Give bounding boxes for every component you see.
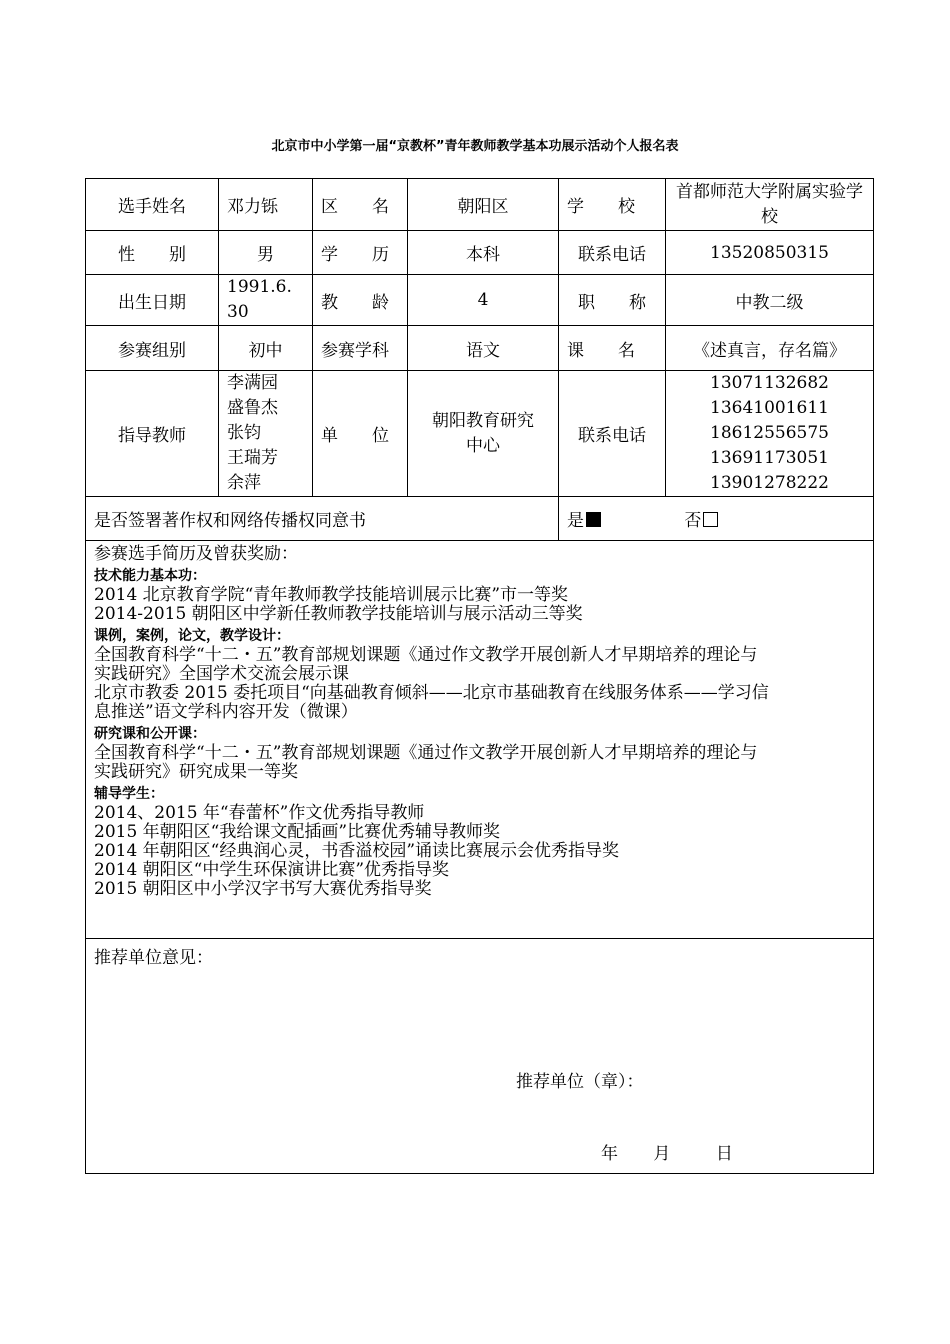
form-title: 北京市中小学第一届“京教杯”青年教师教学基本功展示活动个人报名表 <box>271 139 679 154</box>
row-gender <box>86 231 874 275</box>
school-value: 首都师范大学附属实验学校 <box>666 179 874 231</box>
subject-label: 参赛学科 <box>313 326 408 371</box>
unchecked-box-icon <box>703 512 718 527</box>
phone-value: 13520850315 <box>666 231 874 275</box>
mentor-name: 盛鲁杰 <box>227 398 278 418</box>
mentor-name: 张钧 <box>227 423 261 443</box>
name-label: 选手姓名 <box>86 179 219 231</box>
recommendation-cell <box>86 939 874 1174</box>
row-name <box>86 179 874 231</box>
resume-line: 2015 朝阳区中小学汉字书写大赛优秀指导奖 <box>94 879 432 899</box>
resume-line: 2014 朝阳区“中学生环保演讲比赛”优秀指导奖 <box>94 860 450 880</box>
resume-line: 全国教育科学“十二・五”教育部规划课题《通过作文教学开展创新人才早期培养的理论与 <box>94 645 758 665</box>
mentor-phone-list <box>666 371 874 497</box>
mentor-phone: 13901278222 <box>710 473 829 493</box>
resume-line: 实践研究》研究成果一等奖 <box>94 762 298 782</box>
teaching-age-label: 教 龄 <box>313 275 408 326</box>
district-label: 区 名 <box>313 179 408 231</box>
consent-yes-option[interactable] <box>567 506 601 531</box>
row-group <box>86 326 874 371</box>
mentor-name: 余萍 <box>227 473 261 493</box>
row-recommendation <box>86 939 874 1174</box>
group-value: 初中 <box>219 326 313 371</box>
school-label: 学 校 <box>559 179 666 231</box>
mentor-list <box>219 371 313 497</box>
consent-no-option[interactable] <box>684 506 718 531</box>
consent-options <box>559 497 874 541</box>
recommendation-label: 推荐单位意见： <box>94 948 213 968</box>
mentor-phone-label: 联系电话 <box>559 371 666 497</box>
dob-value <box>219 275 313 326</box>
resume-line: 全国教育科学“十二・五”教育部规划课题《通过作文教学开展创新人才早期培养的理论与 <box>94 743 758 763</box>
resume-section-heading: 课例，案例，论文，教学设计： <box>94 628 290 644</box>
unit-label: 单 位 <box>313 371 408 497</box>
unit-value: 朝阳教育研究中心 <box>408 371 559 497</box>
phone-label: 联系电话 <box>559 231 666 275</box>
gender-value: 男 <box>219 231 313 275</box>
resume-section-heading: 辅导学生： <box>94 786 164 802</box>
date-day: 日 <box>715 1144 733 1164</box>
mentor-name: 王瑞芳 <box>227 448 278 468</box>
group-label: 参赛组别 <box>86 326 219 371</box>
row-mentor <box>86 371 874 497</box>
resume-line: 实践研究》全国学术交流会展示课 <box>94 664 349 684</box>
resume-line: 息推送”语文学科内容开发（微课） <box>94 702 358 722</box>
dob-line-2: 30 <box>227 302 249 322</box>
dob-line-1: 1991.6. <box>227 277 292 297</box>
consent-no-label: 否 <box>684 511 702 531</box>
mentor-phone: 18612556575 <box>710 423 829 443</box>
mentor-label: 指导教师 <box>86 371 219 497</box>
resume-line: 2014 年朝阳区“经典润心灵，书香溢校园”诵读比赛展示会优秀指导奖 <box>94 841 620 861</box>
row-consent <box>86 497 874 541</box>
consent-question: 是否签署著作权和网络传播权同意书 <box>86 497 559 541</box>
mentor-name: 李满园 <box>227 373 278 393</box>
checked-box-icon <box>586 512 601 527</box>
teaching-age-value: 4 <box>408 275 559 326</box>
resume-line: 北京市教委 2015 委托项目“向基础教育倾斜——北京市基础教育在线服务体系——学习信 <box>94 683 769 703</box>
mentor-phone: 13071132682 <box>710 373 829 393</box>
subject-value: 语文 <box>408 326 559 371</box>
resume-line: 2014、2015 年“春蕾杯”作文优秀指导教师 <box>94 803 425 823</box>
district-value: 朝阳区 <box>408 179 559 231</box>
dob-label: 出生日期 <box>86 275 219 326</box>
mentor-phone: 13641001611 <box>710 398 829 418</box>
course-value: 《述真言，存名篇》 <box>666 326 874 371</box>
mentor-phone: 13691173051 <box>710 448 829 468</box>
name-value: 邓力铄 <box>219 179 313 231</box>
recommendation-date <box>601 1139 763 1164</box>
resume-cell <box>86 541 874 939</box>
education-label: 学 历 <box>313 231 408 275</box>
resume-line: 2015 年朝阳区“我给课文配插画”比赛优秀辅导教师奖 <box>94 822 501 842</box>
date-year: 年 <box>601 1144 618 1164</box>
consent-yes-label: 是 <box>567 511 584 531</box>
resume-line: 2014-2015 朝阳区中学新任教师教学技能培训与展示活动三等奖 <box>94 604 583 624</box>
gender-label: 性 别 <box>86 231 219 275</box>
row-birth <box>86 275 874 326</box>
row-resume <box>86 541 874 939</box>
date-month: 月 <box>653 1144 671 1164</box>
job-title-label: 职 称 <box>559 275 666 326</box>
resume-line: 2014 北京教育学院“青年教师教学技能培训展示比赛”市一等奖 <box>94 585 569 605</box>
resume-label: 参赛选手简历及曾获奖励： <box>94 544 298 564</box>
resume-section-heading: 技术能力基本功： <box>94 568 206 584</box>
recommendation-seal: 推荐单位（章）： <box>516 1072 644 1092</box>
job-title-value: 中教二级 <box>666 275 874 326</box>
registration-form-table <box>85 178 874 1174</box>
education-value: 本科 <box>408 231 559 275</box>
course-label: 课 名 <box>559 326 666 371</box>
resume-section-heading: 研究课和公开课： <box>94 726 206 742</box>
